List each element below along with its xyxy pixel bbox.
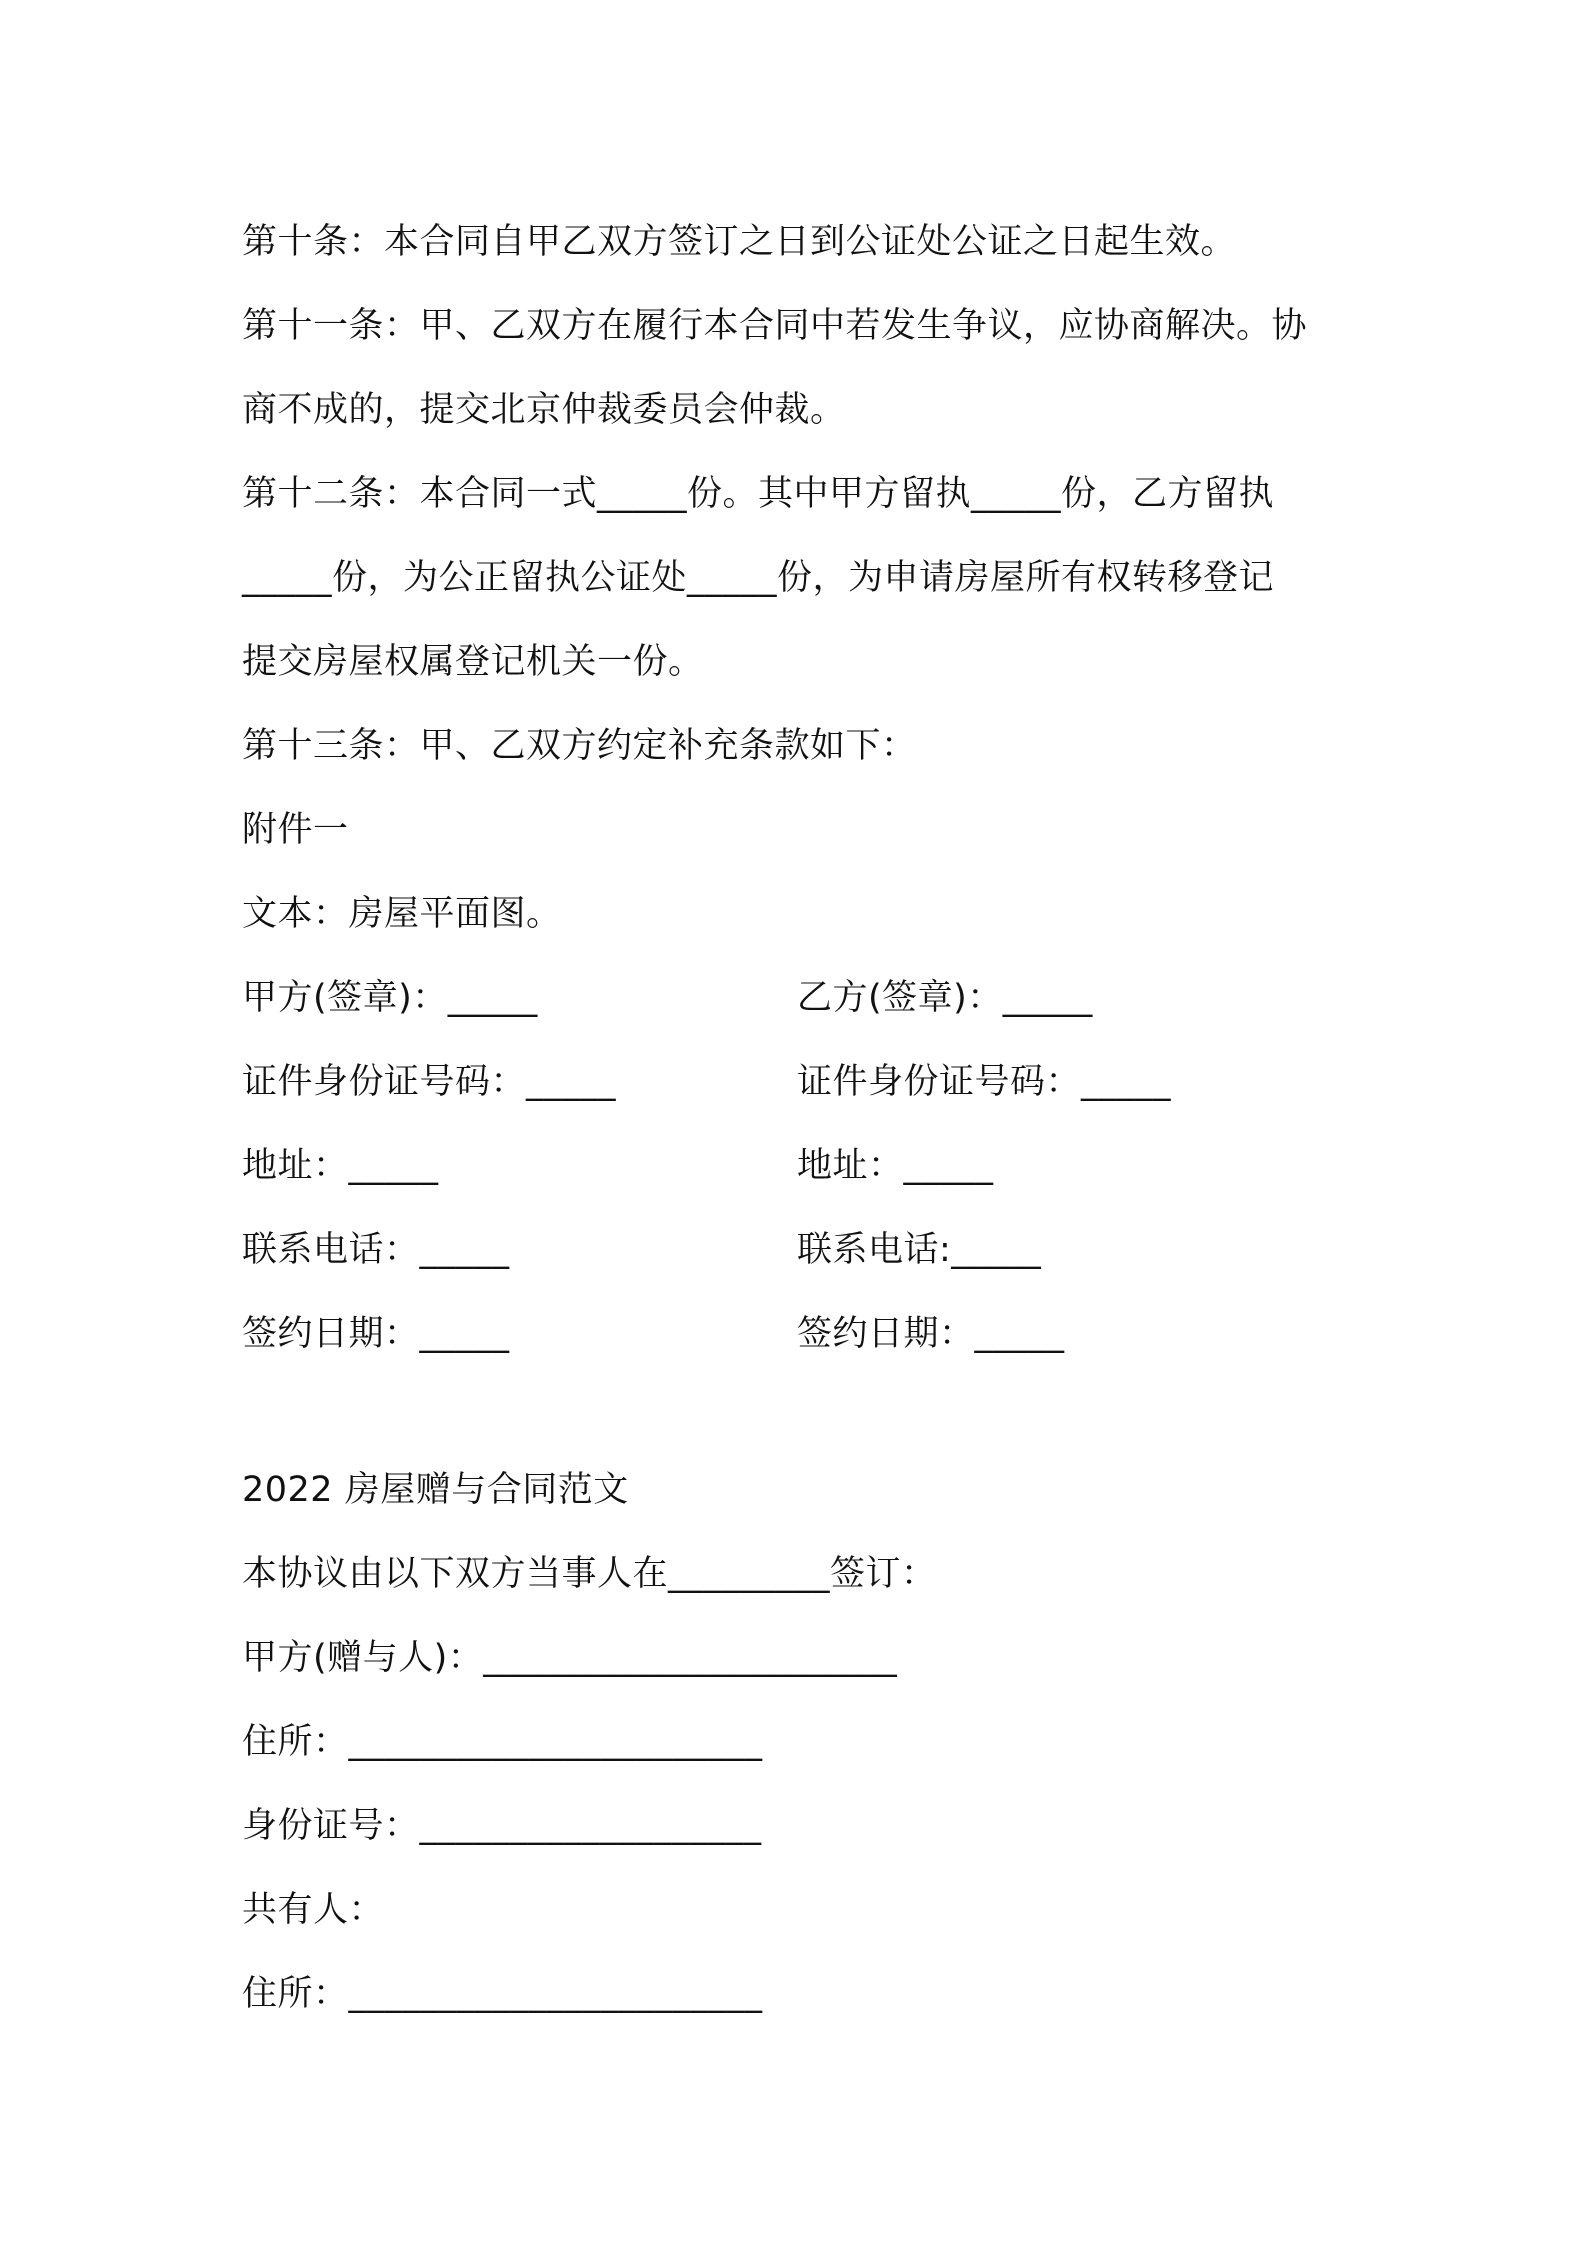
party-a-date: 签约日期：_____ bbox=[242, 1314, 510, 1354]
section-heading: 2022 房屋赠与合同范文 bbox=[242, 1470, 629, 1510]
donor-id-number: 身份证号：___________________ bbox=[242, 1806, 762, 1846]
article-11-line-2: 商不成的，提交北京仲裁委员会仲裁。 bbox=[242, 390, 846, 430]
party-b-date: 签约日期：_____ bbox=[797, 1314, 1065, 1354]
party-a-id: 证件身份证号码：_____ bbox=[242, 1062, 617, 1102]
party-a-phone: 联系电话：_____ bbox=[242, 1230, 510, 1270]
article-13: 第十三条：甲、乙双方约定补充条款如下： bbox=[242, 726, 917, 766]
party-b-address: 地址：_____ bbox=[797, 1146, 994, 1186]
signature-row-id bbox=[242, 1040, 1352, 1124]
donor-residence: 住所：_______________________ bbox=[242, 1722, 763, 1762]
party-a-address: 地址：_____ bbox=[242, 1146, 439, 1186]
article-12-line-2: _____份，为公正留执公证处_____份，为申请房屋所有权转移登记 bbox=[242, 558, 1275, 598]
donor-line: 甲方(赠与人)：_______________________ bbox=[242, 1638, 898, 1678]
signature-row-date bbox=[242, 1292, 1352, 1376]
signature-row-address bbox=[242, 1124, 1352, 1208]
party-b-id: 证件身份证号码：_____ bbox=[797, 1062, 1172, 1102]
article-11-line-1: 第十一条：甲、乙双方在履行本合同中若发生争议，应协商解决。协 bbox=[242, 306, 1308, 346]
party-b-phone: 联系电话:_____ bbox=[797, 1230, 1042, 1270]
co-owner-label: 共有人： bbox=[242, 1890, 385, 1930]
document-body bbox=[242, 200, 1352, 2036]
agreement-intro: 本协议由以下双方当事人在_________签订： bbox=[242, 1554, 937, 1594]
section-spacer bbox=[242, 1376, 1352, 1448]
party-a-seal: 甲方(签章)：_____ bbox=[242, 978, 538, 1018]
text-floor-plan: 文本：房屋平面图。 bbox=[242, 894, 562, 934]
article-12-line-1: 第十二条：本合同一式_____份。其中甲方留执_____份，乙方留执 bbox=[242, 474, 1275, 514]
signature-row-phone bbox=[242, 1208, 1352, 1292]
co-owner-residence: 住所：_______________________ bbox=[242, 1974, 763, 2014]
article-12-line-3: 提交房屋权属登记机关一份。 bbox=[242, 642, 704, 682]
signature-row-seal bbox=[242, 956, 1352, 1040]
party-b-seal: 乙方(签章)：_____ bbox=[797, 978, 1093, 1018]
attachment-label: 附件一 bbox=[242, 810, 349, 850]
article-10: 第十条：本合同自甲乙双方签订之日到公证处公证之日起生效。 bbox=[242, 222, 1237, 262]
